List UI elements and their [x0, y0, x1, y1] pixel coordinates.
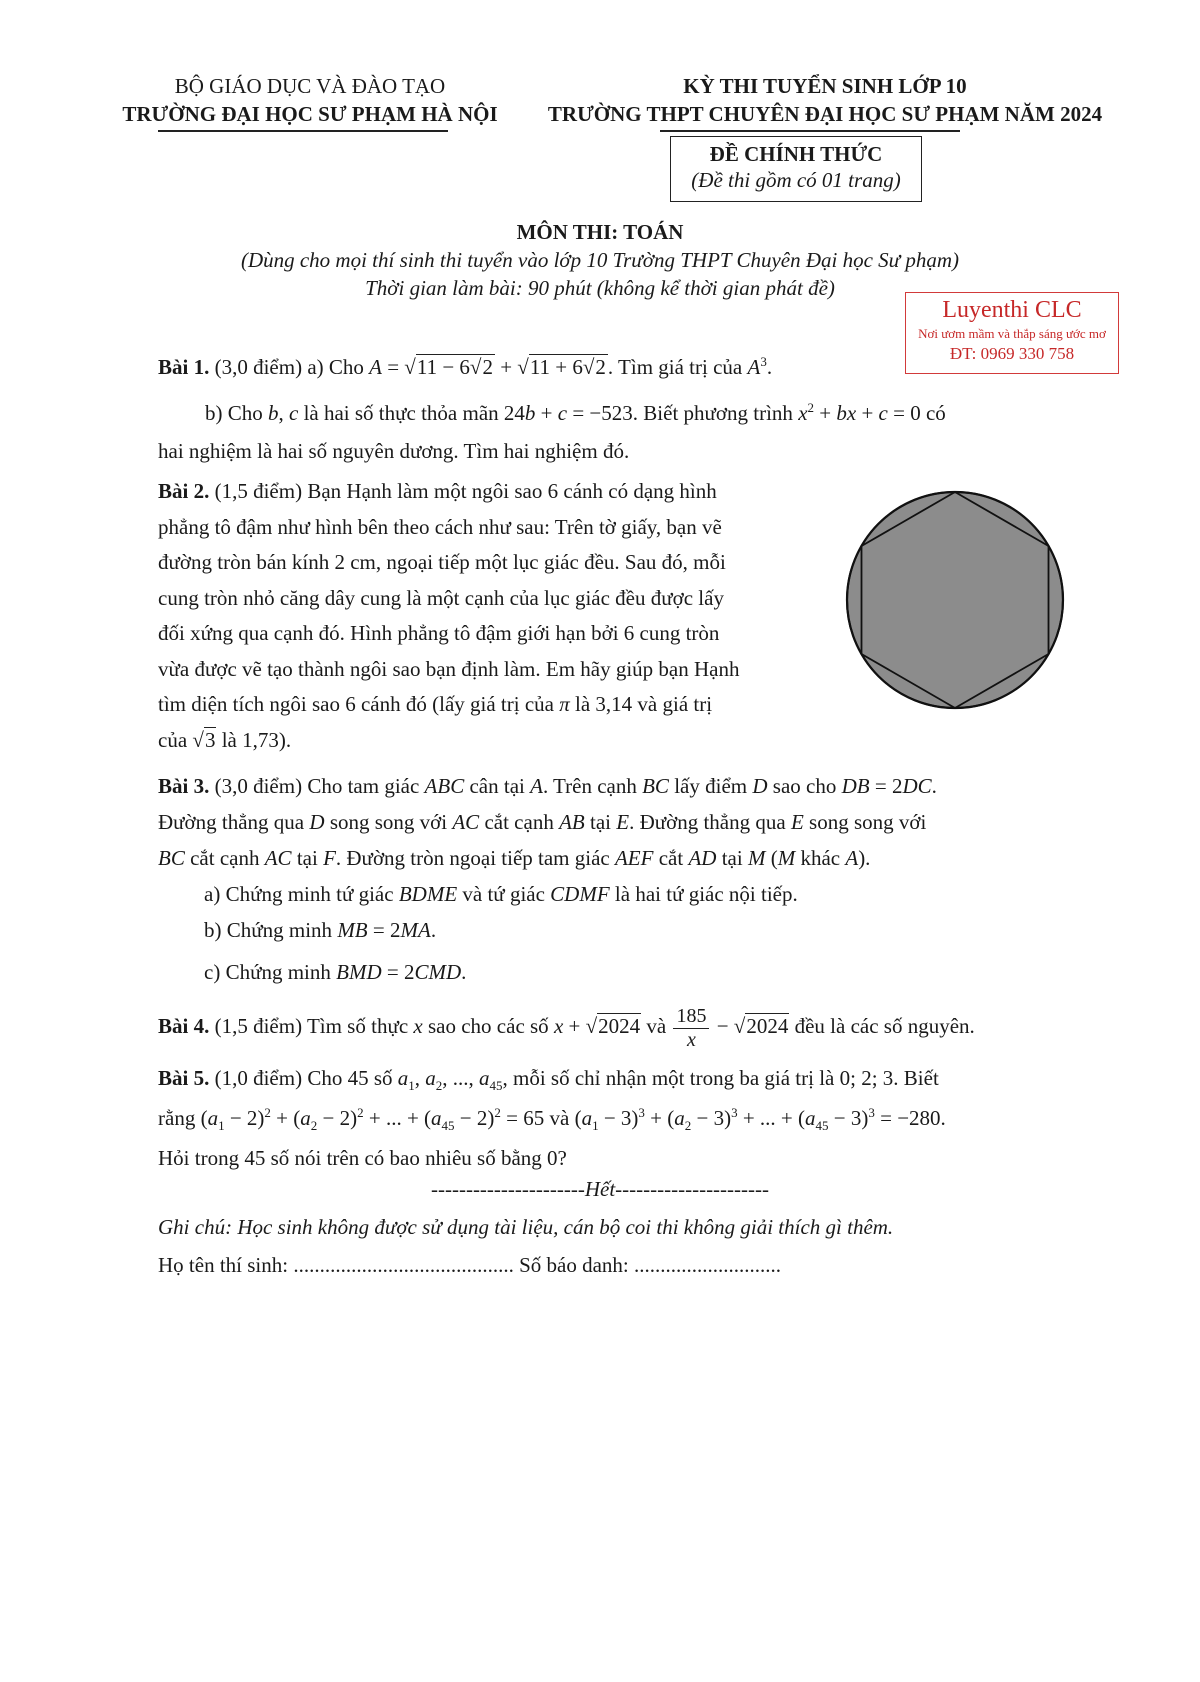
university-name: TRƯỜNG ĐẠI HỌC SƯ PHẠM HÀ NỘI — [122, 102, 498, 126]
header-left-underline — [158, 130, 448, 132]
subject-audience: (Dùng cho mọi thí sinh thi tuyển vào lớp 10 Trường THPT Chuyên Đại học Sư phạm) — [240, 248, 960, 272]
problem-1b-line2: hai nghiệm là hai số nguyên dương. Tìm hai nghiệm đó. — [158, 439, 630, 463]
problem-3: Bài 3. (3,0 điểm) Cho tam giác ABC cân tại A. Trên cạnh BC lấy điểm D sao cho DB = 2DC. Đường thẳng qua D song song với AC cắt cạnh AB tại E. Đường thẳng qua E song song với BC cắt cạnh AC tại F. Đường tròn ngoại tiếp tam giác AEF cắt AD tại M (M khác A). a) Chứng minh tứ giác BDME và tứ giác CDMF là hai tứ giác nội tiếp. b) Chứng minh MB = 2MA. c) Chứng minh BMD = 2CMD. — [158, 774, 937, 984]
footnote: Ghi chú: Học sinh không được sử dụng tài liệu, cán bộ coi thi không giải thích gì thêm. — [158, 1215, 894, 1239]
candidate-id-label: Số báo danh: ............................ — [519, 1253, 781, 1277]
subject-time: Thời gian làm bài: 90 phút (không kể thời gian phát đề) — [365, 276, 835, 300]
header-right — [535, 72, 1115, 128]
problem-1-expr: A — [369, 355, 382, 379]
star-figure — [835, 480, 1075, 720]
candidate-info — [158, 1250, 1098, 1282]
ministry-name: BỘ GIÁO DỤC VÀ ĐÀO TẠO — [174, 74, 446, 98]
problem-4: Bài 4. (1,5 điểm) Tìm số thực x sao cho các số x + √2024 và $\frac{185}{x}$ − √2024 đều là các số nguyên. — [158, 1004, 975, 1051]
header-right-underline — [660, 130, 960, 132]
official-box — [670, 136, 922, 202]
header-left — [110, 72, 510, 128]
stamp-phone: ĐT: 0969 330 758 — [949, 344, 1075, 363]
problem-2: Bài 2. (1,5 điểm) Bạn Hạnh làm một ngôi sao 6 cánh có dạng hình phẳng tô đậm như hình bên theo cách như sau: Trên tờ giấy, bạn vẽ đường tròn bán kính 2 cm, ngoại tiếp một lục giác đều. Sau đó, mỗi cung tròn nhỏ căng dây cung là một cạnh của lục giác đều được lấy đối xứng qua cạnh đó. Hình phẳng tô đậm giới hạn bởi 6 cung tròn vừa được vẽ tạo thành ngôi sao bạn định làm. Em hãy giúp bạn Hạnh tìm diện tích ngôi sao 6 cánh đó (lấy giá trị của π là 3,14 và giá trị của √3 là 1,73). — [158, 479, 740, 752]
exam-school: TRƯỜNG THPT CHUYÊN ĐẠI HỌC SƯ PHẠM NĂM 2024 — [547, 102, 1103, 126]
official-note: (Đề thi gồm có 01 trang) — [691, 168, 901, 192]
exam-title: KỲ THI TUYỂN SINH LỚP 10 — [683, 74, 967, 98]
shaded-star — [847, 492, 1063, 708]
problem-1b: b) Cho b, c là hai số thực thỏa mãn 24b + c = −523. Biết phương trình $x^2$ + bx + c = 0 có — [205, 400, 946, 425]
official-title: ĐỀ CHÍNH THỨC — [709, 142, 883, 166]
problem-1: Bài 1. (3,0 điểm) a) Cho A = √11 − 6√2 + √11 + 6√2. Tìm giá trị của $A^3$. — [158, 354, 773, 379]
subject-block — [0, 218, 1200, 302]
end-marker: ----------------------Hết---------------------- — [430, 1177, 770, 1201]
stamp-slogan: Nơi ươm mầm và thắp sáng ước mơ — [918, 326, 1106, 341]
candidate-name-label: Họ tên thí sinh: .......................................... — [158, 1253, 514, 1277]
problem-1-points: (3,0 điểm) a) Cho — [214, 355, 364, 379]
stamp-name: Luyenthi CLC — [942, 297, 1082, 323]
problem-1-label: Bài 1. — [158, 355, 210, 379]
subject-title: MÔN THI: TOÁN — [516, 220, 684, 244]
problem-5: Bài 5. (1,0 điểm) Cho 45 số $a_1$, $a_2$, ..., $a_{45}$, mỗi số chỉ nhận một trong ba giá trị là 0; 2; 3. Biết rằng $(a_1 - 2)^2 + (a_2 - 2)^2$ + ... + $(a_{45} - 2)^2 = 65$ và $(a_1 - 3)^3 + (a_2 - 3)^3$ + ... + $(a_{45} - 3)^3 = -280$. Hỏi trong 45 số nói trên có bao nhiêu số bằng 0? — [158, 1066, 946, 1170]
